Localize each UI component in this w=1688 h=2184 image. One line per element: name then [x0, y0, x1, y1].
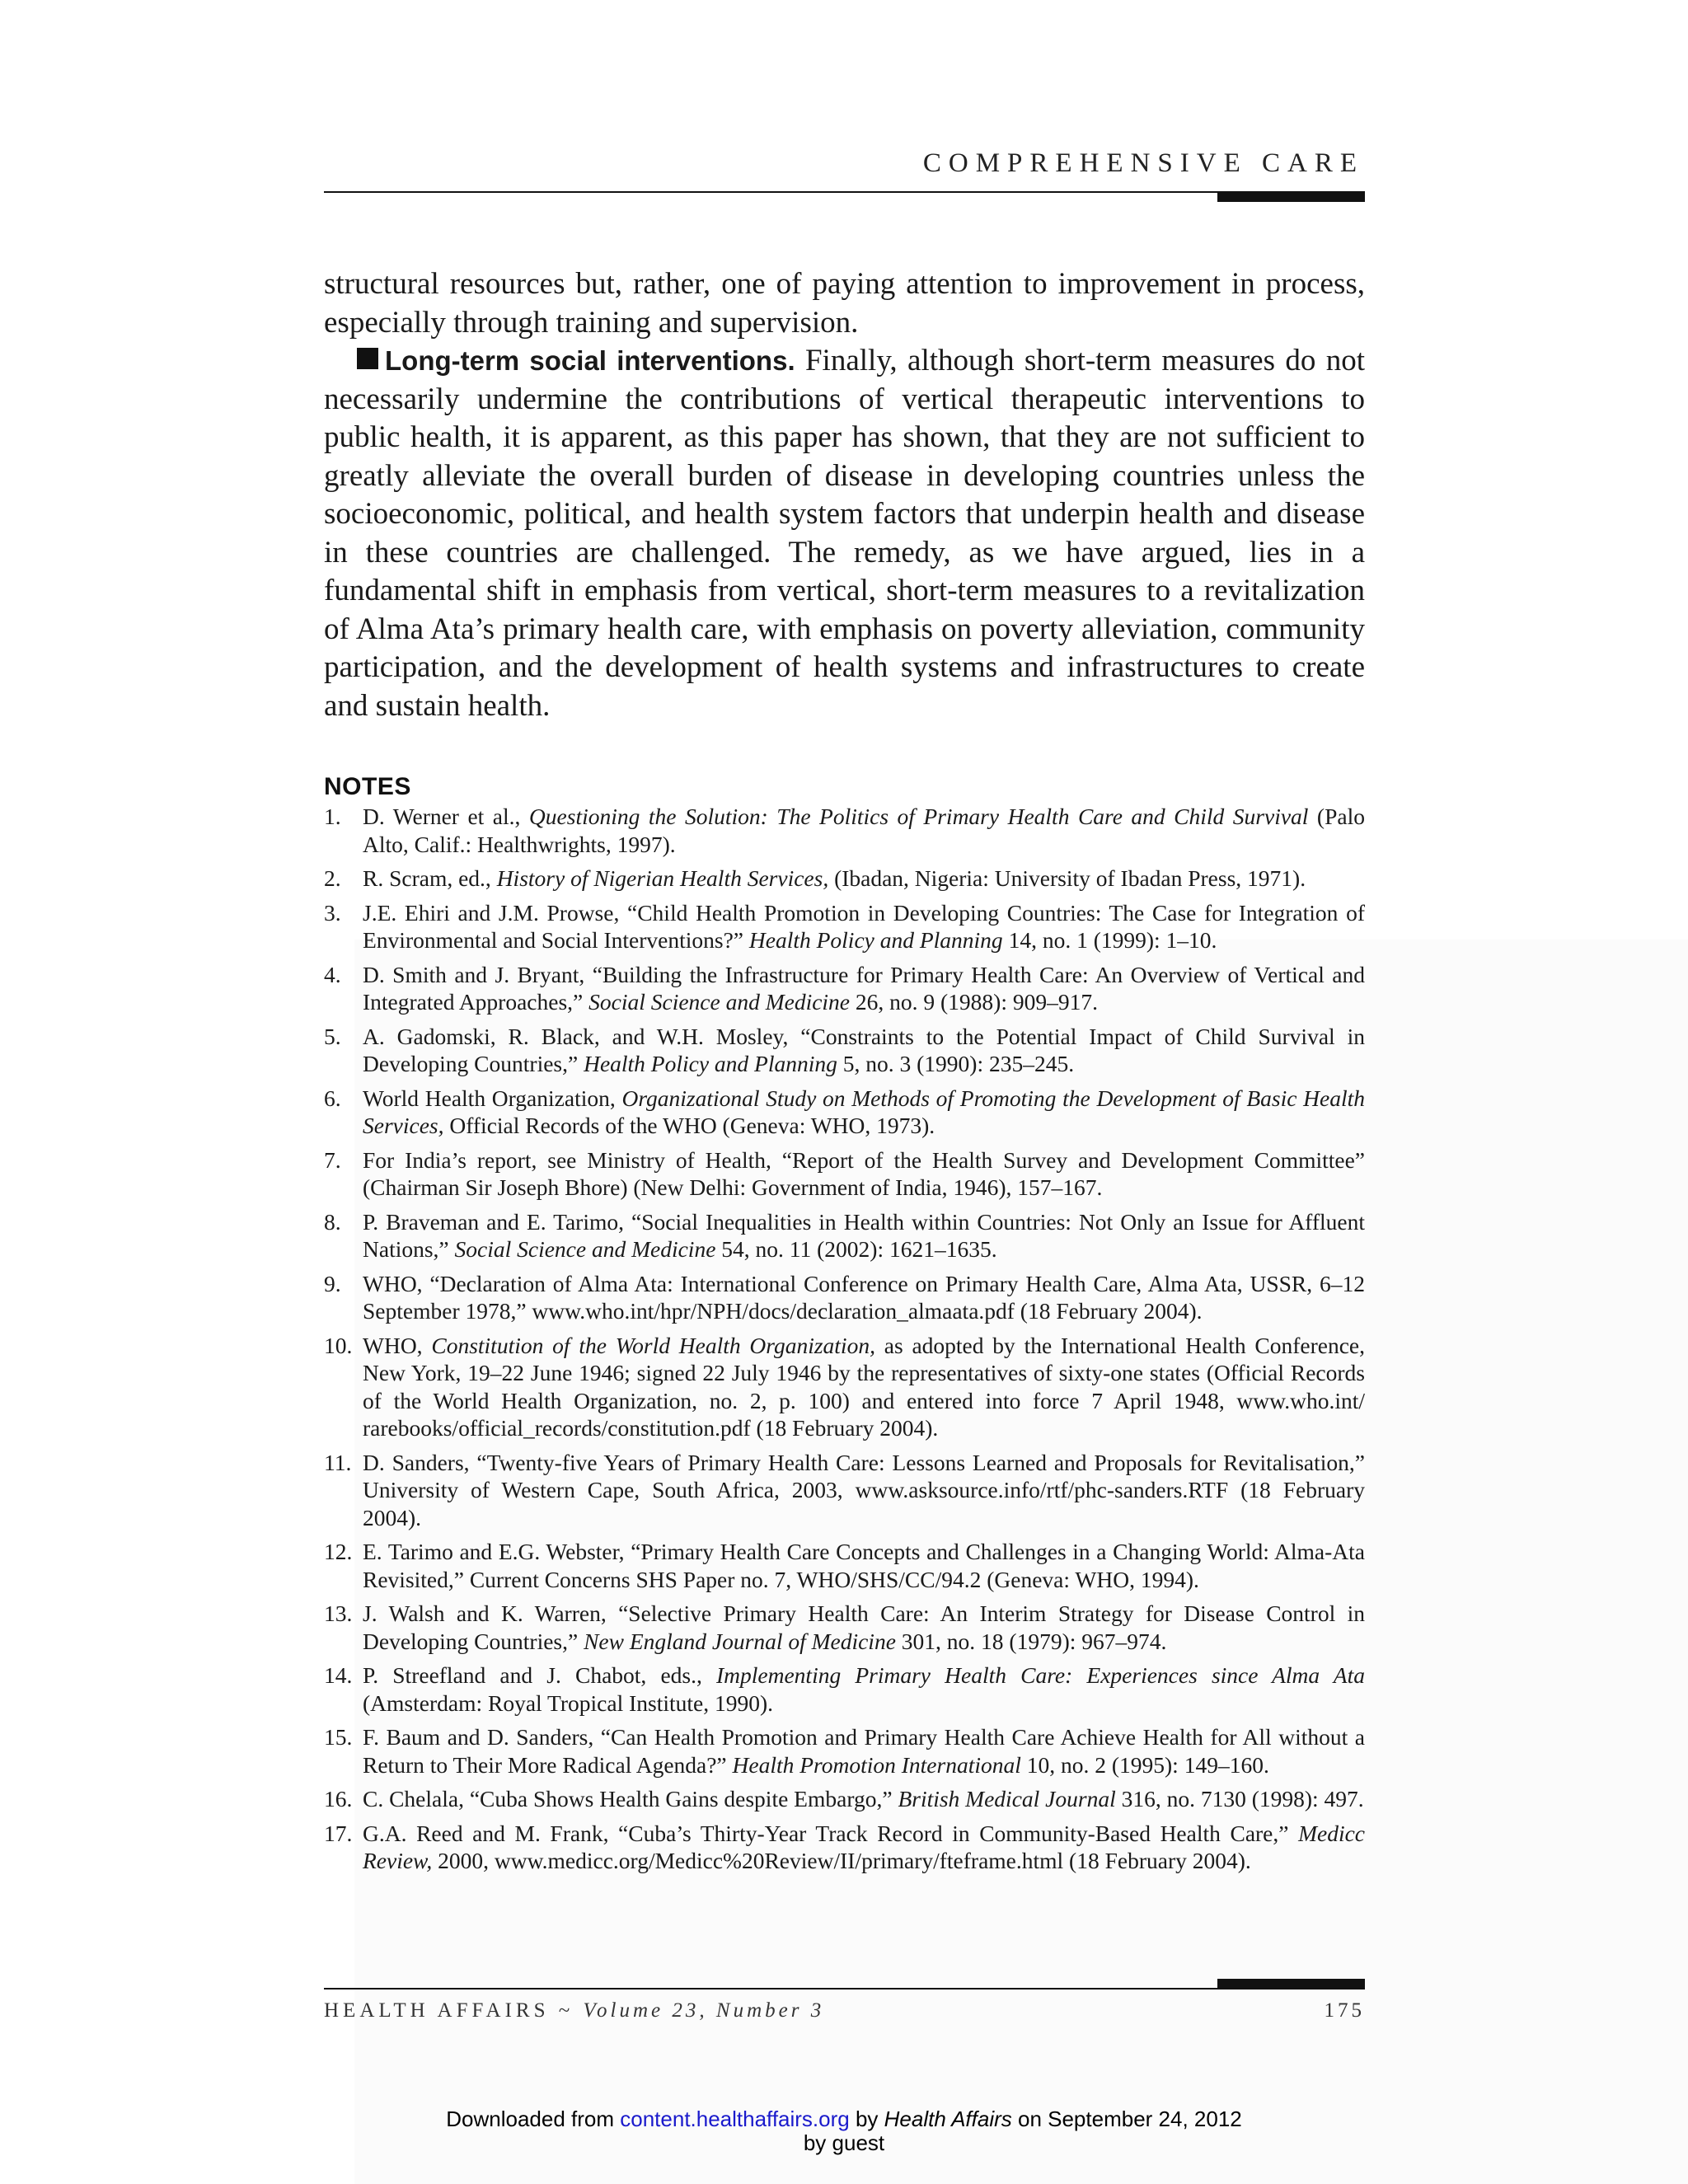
note-number: 8.	[324, 1208, 341, 1235]
note-text: C. Chelala, “Cuba Shows Health Gains despite Embargo,”	[363, 1786, 898, 1811]
note-item	[324, 1785, 1365, 1813]
footer-journal-info	[324, 1999, 824, 2022]
note-text: World Health Organization,	[363, 1085, 622, 1111]
note-text: WHO,	[363, 1332, 432, 1358]
note-text-end: 316, no. 7130 (1998): 497.	[1115, 1786, 1364, 1811]
running-header: COMPREHENSIVE CARE	[922, 148, 1364, 178]
square-bullet-icon	[357, 348, 378, 369]
note-number: 1.	[324, 804, 341, 829]
note-item	[324, 1023, 1365, 1078]
note-item	[324, 865, 1365, 893]
note-item	[324, 1661, 1365, 1717]
notes-heading: NOTES	[324, 773, 411, 800]
note-text-end: 14, no. 1 (1999): 1–10.	[1002, 927, 1217, 953]
footer-rule	[324, 1988, 1365, 1990]
body-paragraph-2	[324, 342, 1365, 725]
note-text: D. Werner et al.,	[363, 804, 529, 829]
download-mid: by	[849, 2107, 884, 2131]
page-number: 175	[1324, 1999, 1365, 2022]
note-title-italic: Health Policy and Planning	[748, 927, 1003, 953]
note-text: G.A. Reed and M. Frank, “Cuba’s Thirty-Year Track Record in Community-Based Health Care,”	[363, 1820, 1299, 1846]
note-text-end: (Ibadan, Nigeria: University of Ibadan Press, 1971).	[828, 865, 1306, 891]
note-title-italic: Medicc Review,	[363, 1820, 1365, 1873]
note-text-end: 5, no. 3 (1990): 235–245.	[837, 1051, 1075, 1076]
note-number: 16.	[324, 1786, 353, 1811]
note-title-italic: Constitution of the World Health Organization,	[431, 1332, 875, 1358]
note-text: J.E. Ehiri and J.M. Prowse, “Child Health Promotion in Developing Countries: The Case for Integration of Environmental and Social Interventions?”	[363, 899, 1365, 953]
note-title-italic: Organizational Study on Methods of Promoting the Development of Basic Health Services,	[363, 1085, 1365, 1138]
note-text: R. Scram, ed.,	[363, 865, 497, 891]
footer-journal-name: HEALTH AFFAIRS ~	[324, 1999, 584, 2022]
note-item	[324, 1723, 1365, 1779]
note-number: 12.	[324, 1539, 353, 1564]
note-number: 15.	[324, 1724, 353, 1750]
note-number: 9.	[324, 1270, 341, 1296]
note-number: 5.	[324, 1023, 341, 1049]
note-title-italic: Social Science and Medicine	[454, 1236, 716, 1262]
publisher-name: Health Affairs	[884, 2107, 1012, 2131]
note-item	[324, 1332, 1365, 1442]
note-item	[324, 1820, 1365, 1875]
note-item	[324, 1085, 1365, 1140]
note-number: 7.	[324, 1146, 341, 1173]
footer-volume: Volume 23, Number 3	[583, 1999, 825, 2022]
note-item	[324, 961, 1365, 1016]
download-suffix: on September 24, 2012	[1011, 2107, 1242, 2131]
download-prefix: Downloaded from	[446, 2107, 621, 2131]
note-item	[324, 803, 1365, 858]
note-title-italic: New England Journal of Medicine	[584, 1628, 896, 1654]
note-text: E. Tarimo and E.G. Webster, “Primary Health Care Concepts and Challenges in a Changing World: Alma-Ata Revisited,” Current Concerns SHS Paper no. 7, WHO/SHS/CC/94.2 (Geneva: WHO, 1994).	[363, 1539, 1365, 1592]
note-item	[324, 1146, 1365, 1202]
note-text-end: 54, no. 11 (2002): 1621–1635.	[715, 1236, 997, 1262]
download-notice	[0, 2107, 1688, 2155]
note-number: 3.	[324, 899, 341, 926]
note-title-italic: Social Science and Medicine	[588, 989, 851, 1015]
note-number: 6.	[324, 1085, 341, 1111]
header-rule	[324, 191, 1365, 193]
footer-rule-bar	[1217, 1979, 1365, 1990]
note-text-end: 10, no. 2 (1995): 149–160.	[1020, 1751, 1269, 1778]
note-text-end: Official Records of the WHO (Geneva: WHO, 1973).	[443, 1113, 935, 1138]
note-title-italic: Health Policy and Planning	[584, 1051, 837, 1076]
note-text: For India’s report, see Ministry of Health, “Report of the Health Survey and Development Committee” (Chairman Sir Joseph Bhore) (New Delhi: Government of India, 1946), 157–167.	[363, 1146, 1365, 1200]
body-paragraph-1: structural resources but, rather, one of paying attention to improvement in process, especially through training and supervision.	[324, 267, 1365, 340]
note-item	[324, 1208, 1365, 1263]
note-title-italic: Questioning the Solution: The Politics of Primary Health Care and Child Survival	[528, 804, 1309, 829]
note-item	[324, 1270, 1365, 1325]
note-number: 2.	[324, 865, 341, 891]
note-item	[324, 899, 1365, 954]
note-item	[324, 1538, 1365, 1593]
note-text: P. Braveman and E. Tarimo, “Social Inequalities in Health within Countries: Not Only an Issue for Affluent Nations,”	[363, 1208, 1365, 1262]
source-link[interactable]: content.healthaffairs.org	[620, 2107, 850, 2131]
note-text: WHO, “Declaration of Alma Ata: International Conference on Primary Health Care, Alma Ata, USSR, 6–12 September 1978,” www.who.int/hpr/NPH/docs/declaration_almaata.pdf (18 February 2004).	[363, 1270, 1365, 1324]
note-text: P. Streefland and J. Chabot, eds.,	[363, 1662, 716, 1688]
note-text-end: 26, no. 9 (1988): 909–917.	[850, 989, 1098, 1015]
article-body	[324, 265, 1365, 725]
note-text-end: as adopted by the International Health Conference, New York, 19–22 June 1946; signed 22 July 1946 by the representatives of sixty-one states (Official Records of the World Health Organization, no. 2, p. 100) and entered into force 7 April 1948, www.who.int/ rarebooks/official_records/constitution.pdf (18 February 2004).	[363, 1332, 1365, 1441]
note-number: 17.	[324, 1820, 353, 1846]
note-number: 11.	[324, 1449, 352, 1475]
note-text-end: (Amsterdam: Royal Tropical Institute, 1990).	[363, 1690, 774, 1716]
notes-list	[324, 803, 1365, 1882]
note-number: 10.	[324, 1332, 353, 1358]
note-text: F. Baum and D. Sanders, “Can Health Promotion and Primary Health Care Achieve Health for All without a Return to Their More Radical Agenda?”	[363, 1724, 1365, 1778]
note-text-end: 2000, www.medicc.org/Medicc%20Review/II/primary/fteframe.html (18 February 2004).	[432, 1848, 1251, 1873]
section-run-in-heading: Long-term social interventions.	[385, 345, 795, 376]
note-text: D. Smith and J. Bryant, “Building the Infrastructure for Primary Health Care: An Overview of Vertical and Integrated Approaches,”	[363, 961, 1365, 1015]
body-paragraph-2-text: Finally, although short-term measures do not necessarily undermine the contributions of vertical therapeutic interventions to public health, it is apparent, as this paper has shown, that they are not sufficient to greatly alleviate the overall burden of disease in developing countries unless the socioeconomic, political, and health system factors that underpin health and disease in these countries are challenged. The remedy, as we have argued, lies in a fundamental shift in emphasis from vertical, short-term measures to a revitalization of Alma Ata’s primary health care, with emphasis on poverty alleviation, community participation, and the development of health systems and infrastructures to create and sustain health.	[324, 344, 1365, 723]
note-text-end: 301, no. 18 (1979): 967–974.	[895, 1628, 1167, 1654]
note-item	[324, 1449, 1365, 1532]
note-item	[324, 1600, 1365, 1655]
header-rule-bar	[1217, 191, 1365, 202]
note-text: D. Sanders, “Twenty-five Years of Primary Health Care: Lessons Learned and Proposals for Revitalisation,” University of Western Cape, South Africa, 2003, www.asksource.info/rtf/phc-sanders.RTF (18 February 2004).	[363, 1449, 1365, 1530]
note-title-italic: History of Nigerian Health Services,	[496, 865, 829, 891]
note-title-italic: Implementing Primary Health Care: Experiences since Alma Ata	[716, 1662, 1365, 1688]
note-text: A. Gadomski, R. Black, and W.H. Mosley, “Constraints to the Potential Impact of Child Survival in Developing Countries,”	[363, 1023, 1365, 1076]
note-number: 13.	[324, 1601, 353, 1626]
note-text: J. Walsh and K. Warren, “Selective Primary Health Care: An Interim Strategy for Disease Control in Developing Countries,”	[363, 1601, 1365, 1654]
note-number: 14.	[324, 1662, 353, 1688]
note-title-italic: Health Promotion International	[732, 1751, 1021, 1778]
note-title-italic: British Medical Journal	[898, 1786, 1116, 1811]
note-number: 4.	[324, 961, 341, 987]
download-line-2: by guest	[803, 2130, 885, 2155]
note-text-end: (Palo Alto, Calif.: Healthwrights, 1997).	[363, 804, 1365, 857]
